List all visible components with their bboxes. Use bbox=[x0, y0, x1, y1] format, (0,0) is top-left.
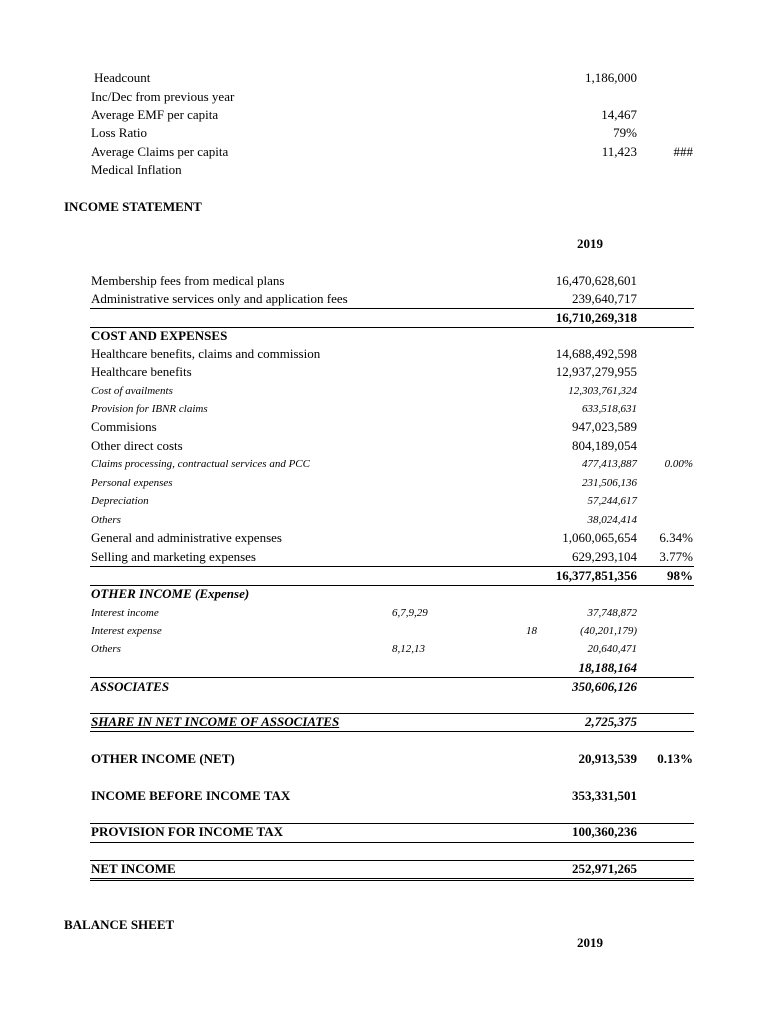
cost-total: 16,377,851,356 bbox=[555, 568, 637, 583]
stat-claims-label: Average Claims per capita bbox=[91, 144, 229, 159]
cost-pct: 3.77% bbox=[659, 549, 693, 564]
divider bbox=[90, 566, 694, 567]
cost-label: Provision for IBNR claims bbox=[91, 403, 208, 415]
share-value: 2,725,375 bbox=[585, 714, 637, 729]
balance-sheet-heading: BALANCE SHEET bbox=[64, 917, 175, 932]
cost-label: Others bbox=[91, 514, 121, 526]
cost-label: Personal expenses bbox=[91, 477, 173, 489]
share-label: SHARE IN NET INCOME OF ASSOCIATES bbox=[91, 714, 340, 729]
cost-label: Healthcare benefits bbox=[91, 364, 192, 379]
other-label: Interest income bbox=[91, 607, 159, 619]
cost-label: Healthcare benefits, claims and commission bbox=[91, 346, 321, 361]
revenue-membership-label: Membership fees from medical plans bbox=[91, 273, 285, 288]
stat-claims-extra: ### bbox=[673, 144, 693, 159]
cost-label: General and administrative expenses bbox=[91, 530, 282, 545]
double-divider bbox=[90, 878, 694, 881]
stat-emf-value: 14,467 bbox=[601, 107, 637, 122]
revenue-admin-value: 239,640,717 bbox=[572, 291, 637, 306]
other-label: Interest expense bbox=[91, 625, 162, 637]
tax-value: 100,360,236 bbox=[572, 824, 637, 839]
cost-pct: 6.34% bbox=[659, 530, 693, 545]
revenue-admin-label: Administrative services only and application fees bbox=[91, 291, 348, 306]
divider bbox=[90, 731, 694, 732]
other-label: Others bbox=[91, 643, 121, 655]
divider bbox=[90, 308, 694, 309]
stat-headcount-value: 1,186,000 bbox=[585, 70, 637, 85]
revenue-total: 16,710,269,318 bbox=[555, 310, 637, 325]
other-income-heading: OTHER INCOME (Expense) bbox=[91, 586, 250, 601]
income-statement-year: 2019 bbox=[577, 236, 603, 251]
cost-value: 14,688,492,598 bbox=[555, 346, 637, 361]
cost-value: 12,937,279,955 bbox=[555, 364, 637, 379]
stat-emf-label: Average EMF per capita bbox=[91, 107, 219, 122]
revenue-membership-value: 16,470,628,601 bbox=[555, 273, 637, 288]
divider bbox=[90, 842, 694, 843]
other-net-value: 20,913,539 bbox=[578, 751, 637, 766]
stat-loss-ratio-value: 79% bbox=[613, 125, 637, 140]
other-net-pct: 0.13% bbox=[657, 751, 693, 766]
cost-total-pct: 98% bbox=[667, 568, 693, 583]
cost-value: 477,413,887 bbox=[582, 458, 637, 470]
cost-pct: 0.00% bbox=[664, 458, 693, 470]
stat-inflation-label: Medical Inflation bbox=[91, 162, 182, 177]
other-note: 6,7,9,29 bbox=[392, 607, 428, 619]
cost-label: Cost of availments bbox=[91, 385, 173, 397]
cost-value: 633,518,631 bbox=[582, 403, 637, 415]
other-note: 8,12,13 bbox=[392, 643, 425, 655]
stat-headcount-label: Headcount bbox=[94, 70, 151, 85]
cost-value: 38,024,414 bbox=[587, 514, 637, 526]
net-income-label: NET INCOME bbox=[91, 861, 176, 876]
associates-value: 350,606,126 bbox=[572, 679, 637, 694]
stat-incdec-label: Inc/Dec from previous year bbox=[91, 89, 235, 104]
cost-value: 1,060,065,654 bbox=[562, 530, 637, 545]
net-income-value: 252,971,265 bbox=[572, 861, 637, 876]
cost-value: 57,244,617 bbox=[587, 495, 637, 507]
other-total: 18,188,164 bbox=[578, 660, 637, 675]
before-tax-value: 353,331,501 bbox=[572, 788, 637, 803]
cost-value: 629,293,104 bbox=[572, 549, 637, 564]
other-value: 20,640,471 bbox=[587, 643, 637, 655]
other-value: 37,748,872 bbox=[587, 607, 637, 619]
other-net-label: OTHER INCOME (NET) bbox=[91, 751, 235, 766]
tax-label: PROVISION FOR INCOME TAX bbox=[91, 824, 284, 839]
divider bbox=[90, 677, 694, 678]
cost-value: 947,023,589 bbox=[572, 419, 637, 434]
cost-value: 231,506,136 bbox=[582, 477, 637, 489]
income-statement-heading: INCOME STATEMENT bbox=[64, 199, 202, 214]
other-note: 18 bbox=[526, 625, 537, 637]
stat-claims-value: 11,423 bbox=[601, 144, 637, 159]
cost-label: Other direct costs bbox=[91, 438, 183, 453]
cost-value: 804,189,054 bbox=[572, 438, 637, 453]
stat-loss-ratio-label: Loss Ratio bbox=[91, 125, 147, 140]
balance-sheet-year: 2019 bbox=[577, 935, 603, 950]
cost-value: 12,303,761,324 bbox=[568, 385, 637, 397]
associates-label: ASSOCIATES bbox=[91, 679, 170, 694]
cost-label: Depreciation bbox=[91, 495, 149, 507]
before-tax-label: INCOME BEFORE INCOME TAX bbox=[91, 788, 291, 803]
other-value: (40,201,179) bbox=[580, 625, 637, 637]
cost-label: Commisions bbox=[91, 419, 157, 434]
cost-label: Claims processing, contractual services and PCC bbox=[91, 458, 310, 470]
cost-heading: COST AND EXPENSES bbox=[91, 328, 228, 343]
cost-label: Selling and marketing expenses bbox=[91, 549, 256, 564]
